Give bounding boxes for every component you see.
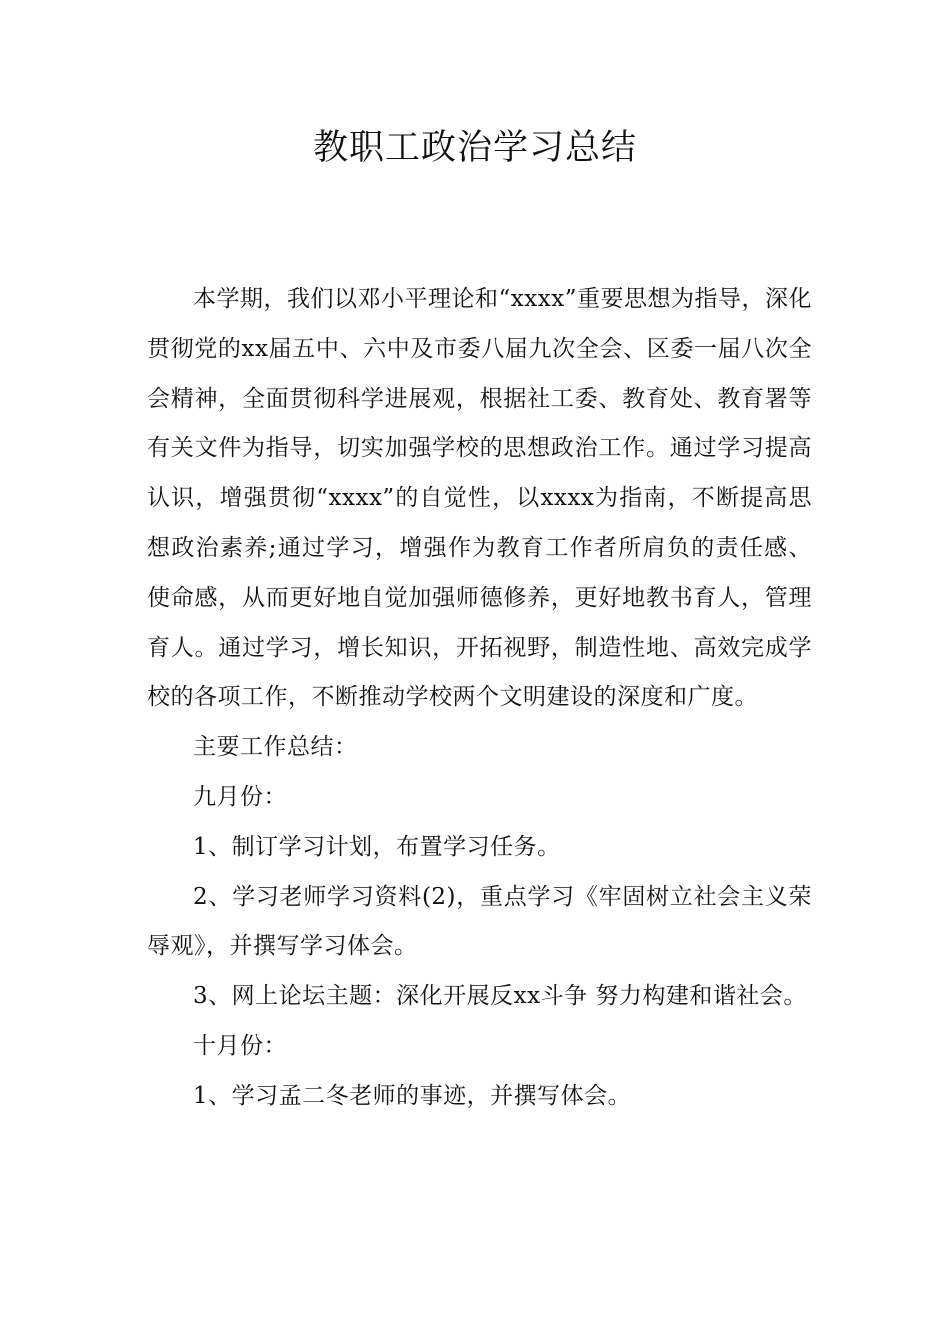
paragraph-september-heading: 九月份：	[193, 783, 287, 810]
paragraph-october-heading: 十月份：	[193, 1032, 287, 1059]
paragraph-september-item-2: 2、学习老师学习资料(2)，重点学习《牢固树立社会主义荣辱观》，并撰写学习体会。	[147, 883, 812, 960]
paragraph-september-item-3: 3、网上论坛主题：深化开展反xx斗争 努力构建和谐社会。	[193, 983, 807, 1010]
document-body	[147, 275, 812, 1122]
paragraph-october-item-1: 1、学习孟二冬老师的事迹，并撰写体会。	[193, 1082, 632, 1109]
paragraph-intro: 本学期，我们以邓小平理论和“xxxx”重要思想为指导，深化贯彻党的xx届五中、六中及市委八届九次全会、区委一届八次全会精神，全面贯彻科学进展观，根据社工委、教育处、教育署等有关文件为指导，切实加强学校的思想政治工作。通过学习提高认识，增强贯彻“xxxx”的自觉性，以xxxx为指南，不断提高思想政治素养;通过学习，增强作为教育工作者所肩负的责任感、使命感，从而更好地自觉加强师德修养，更好地教书育人，管理育人。通过学习，增长知识，开拓视野，制造性地、高效完成学校的各项工作，不断推动学校两个文明建设的深度和广度。	[147, 286, 812, 711]
paragraph-september-item-1: 1、制订学习计划，布置学习任务。	[193, 833, 561, 860]
document-title: 教职工政治学习总结	[312, 128, 637, 168]
paragraph-summary-heading: 主要工作总结：	[193, 734, 358, 761]
